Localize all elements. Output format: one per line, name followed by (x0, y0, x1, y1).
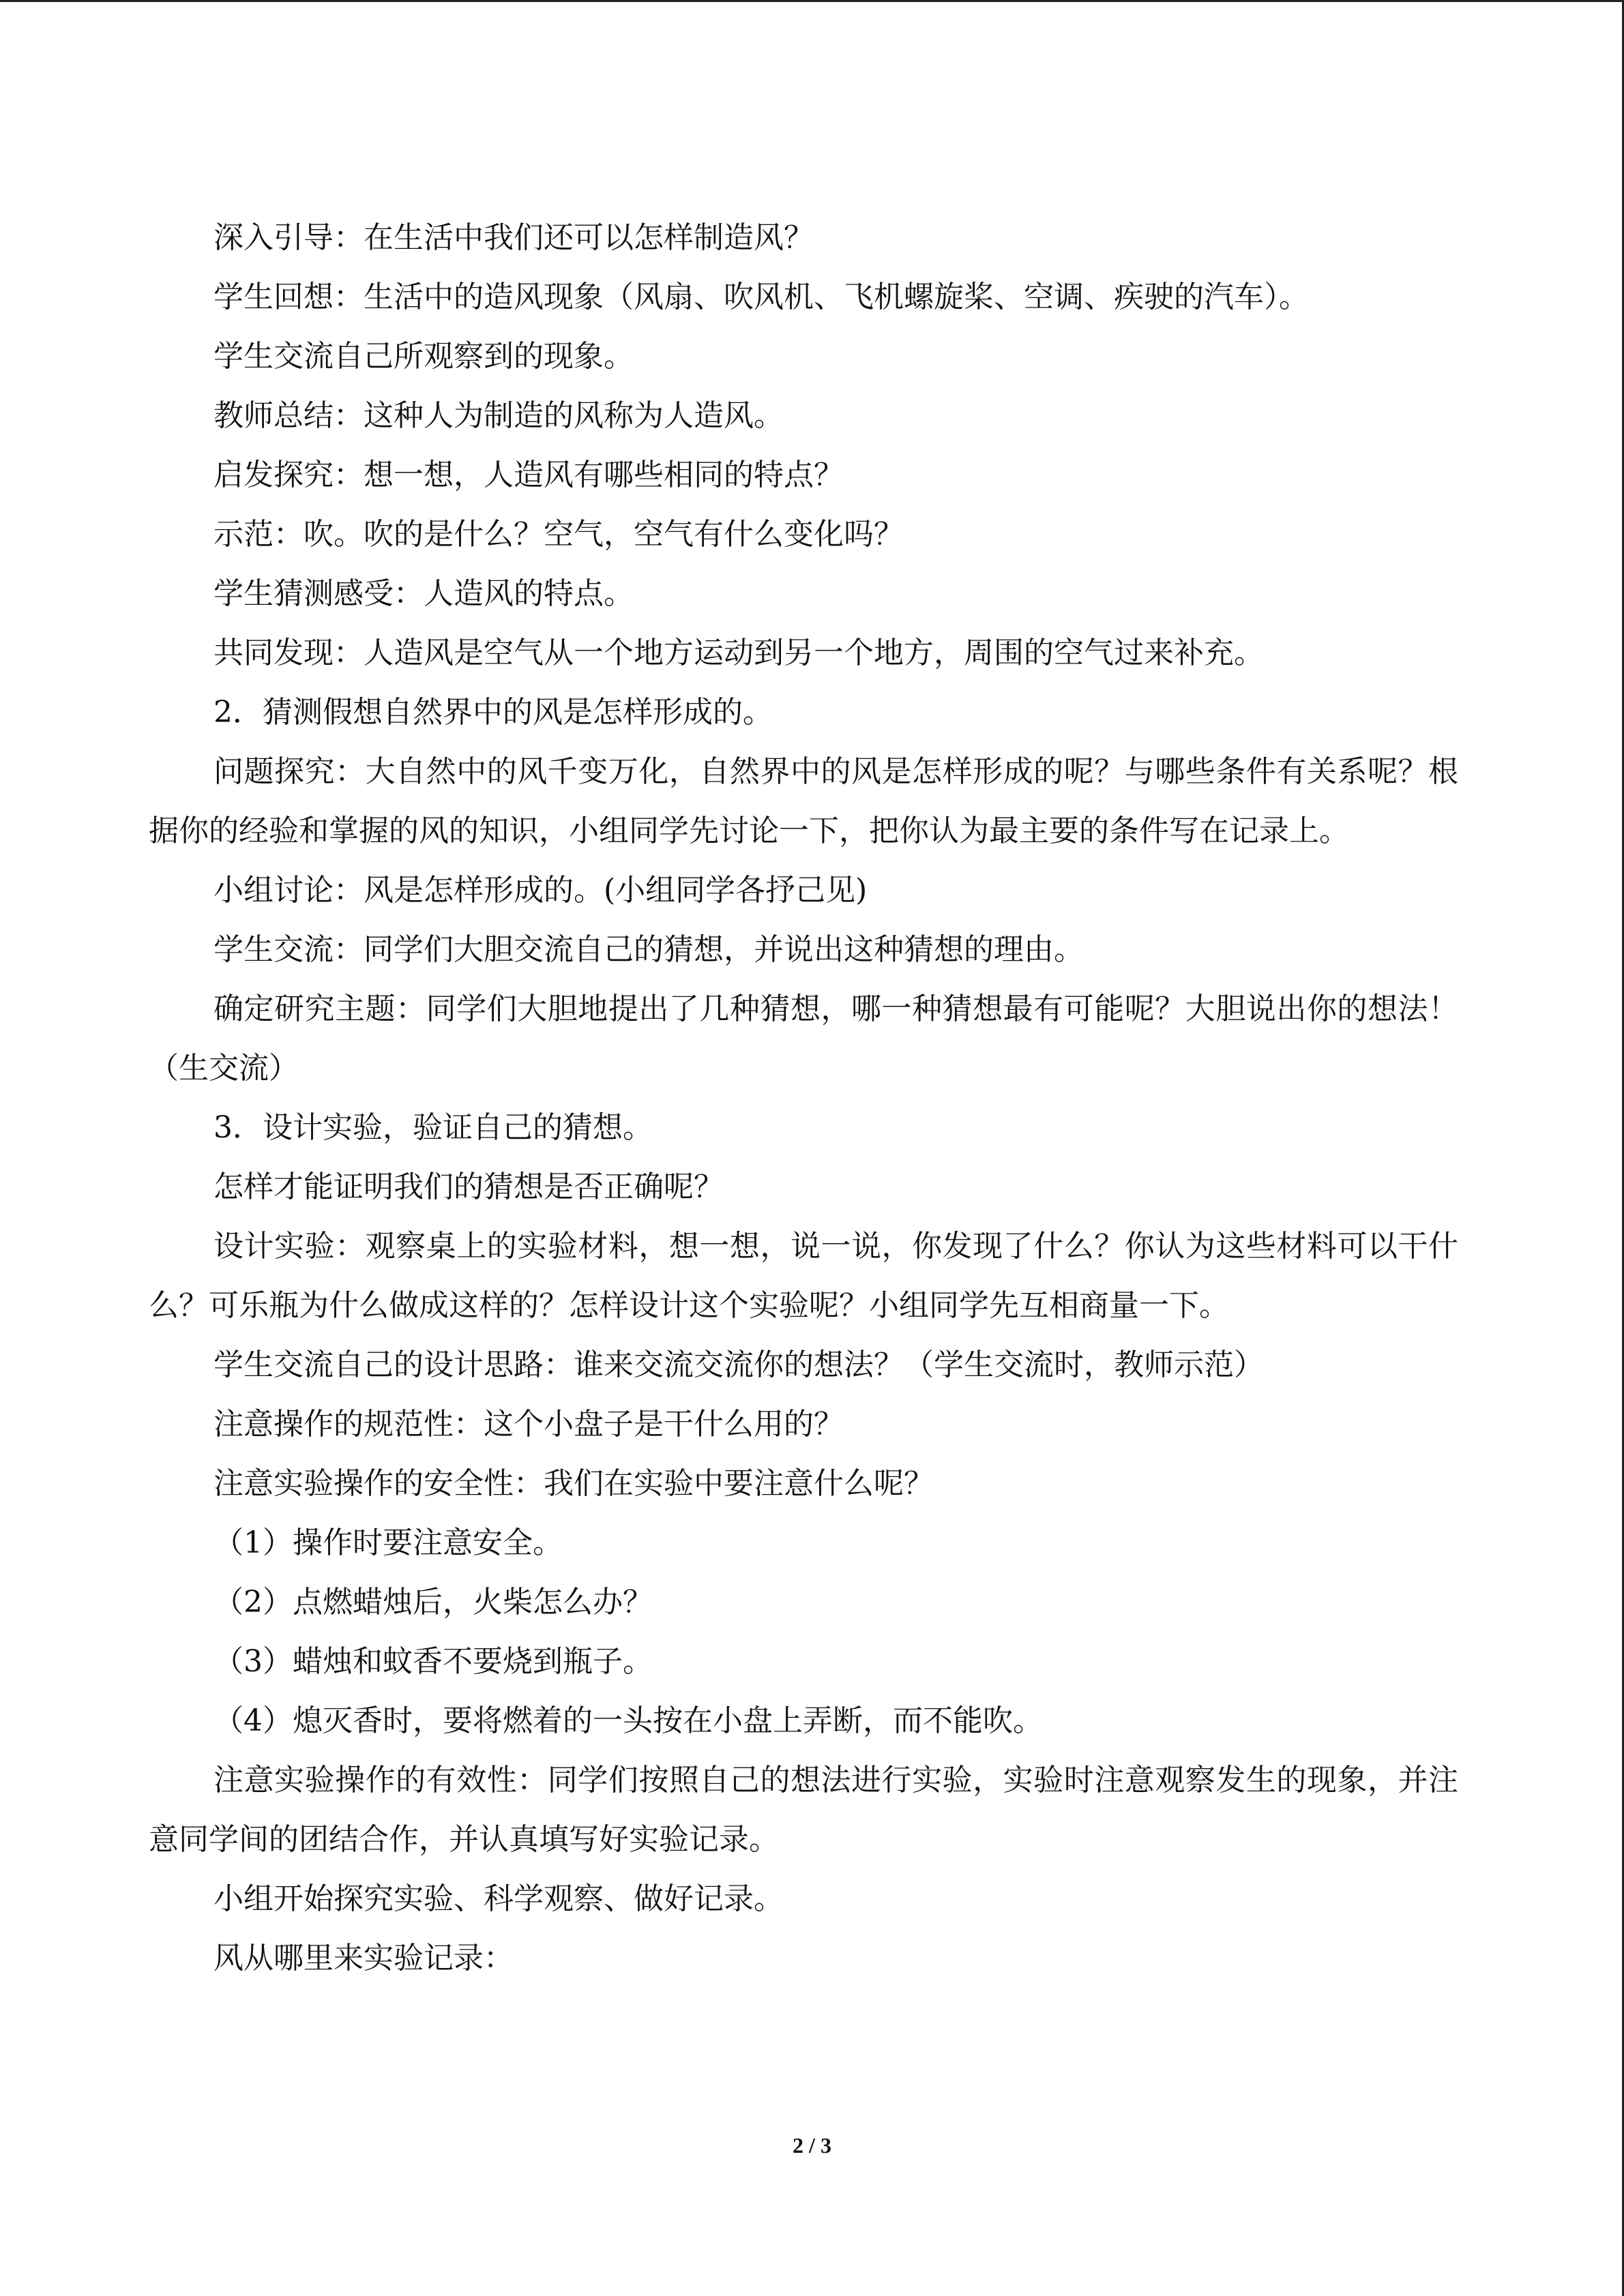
paragraph: 小组开始探究实验、科学观察、做好记录。 (213, 1881, 784, 1916)
paragraph: 怎样才能证明我们的猜想是否正确呢？ (213, 1169, 724, 1204)
paragraph: 确定研究主题：同学们大胆地提出了几种猜想，哪一种猜想最有可能呢？大胆说出你的想法！（生交流） (149, 992, 1458, 1086)
document-body (149, 208, 1458, 1988)
list-item: （4）熄灭香时，要将燃着的一头按在小盘上弄断，而不能吹。 (213, 1703, 1043, 1738)
paragraph: 设计实验：观察桌上的实验材料，想一想，说一说，你发现了什么？你认为这些材料可以干什么？可乐瓶为什么做成这样的？怎样设计这个实验呢？小组同学先互相商量一下。 (149, 1229, 1458, 1323)
paragraph: 学生交流自己的设计思路：谁来交流交流你的想法？（学生交流时，教师示范） (213, 1347, 1264, 1382)
paragraph: 共同发现：人造风是空气从一个地方运动到另一个地方，周围的空气过来补充。 (213, 636, 1264, 670)
paragraph: 注意实验操作的安全性：我们在实验中要注意什么呢？ (213, 1466, 934, 1501)
list-item: （3）蜡烛和蚊香不要烧到瓶子。 (213, 1644, 653, 1679)
page-number: 2 / 3 (793, 2133, 831, 2158)
page-border-top (0, 0, 1624, 2)
section-heading: 2．猜测假想自然界中的风是怎样形成的。 (213, 695, 773, 730)
paragraph: 注意实验操作的有效性：同学们按照自己的想法进行实验，实验时注意观察发生的现象，并注意同学间的团结合作，并认真填写好实验记录。 (149, 1763, 1458, 1857)
paragraph: 风从哪里来实验记录： (213, 1941, 514, 1976)
paragraph: 启发探究：想一想，人造风有哪些相同的特点？ (213, 458, 844, 492)
paragraph: 学生回想：生活中的造风现象（风扇、吹风机、飞机螺旋桨、空调、疾驶的汽车）。 (213, 280, 1309, 314)
section-heading: 3．设计实验，验证自己的猜想。 (213, 1110, 653, 1145)
paragraph: 教师总结：这种人为制造的风称为人造风。 (213, 398, 784, 433)
paragraph: 学生猜测感受：人造风的特点。 (213, 576, 634, 611)
paragraph: 注意操作的规范性：这个小盘子是干什么用的？ (213, 1407, 844, 1442)
paragraph: 学生交流：同学们大胆交流自己的猜想，并说出这种猜想的理由。 (213, 932, 1084, 967)
paragraph: 小组讨论：风是怎样形成的。(小组同学各抒己见) (213, 873, 868, 908)
paragraph: 问题探究：大自然中的风千变万化，自然界中的风是怎样形成的呢？与哪些条件有关系呢？根据你的经验和掌握的风的知识，小组同学先讨论一下，把你认为最主要的条件写在记录上。 (149, 754, 1458, 848)
list-item: （2）点燃蜡烛后，火柴怎么办？ (213, 1585, 653, 1620)
paragraph: 深入引导：在生活中我们还可以怎样制造风？ (213, 220, 814, 255)
list-item: （1）操作时要注意安全。 (213, 1525, 563, 1560)
paragraph: 学生交流自己所观察到的现象。 (213, 339, 634, 374)
paragraph: 示范：吹。吹的是什么？空气，空气有什么变化吗？ (213, 517, 904, 552)
